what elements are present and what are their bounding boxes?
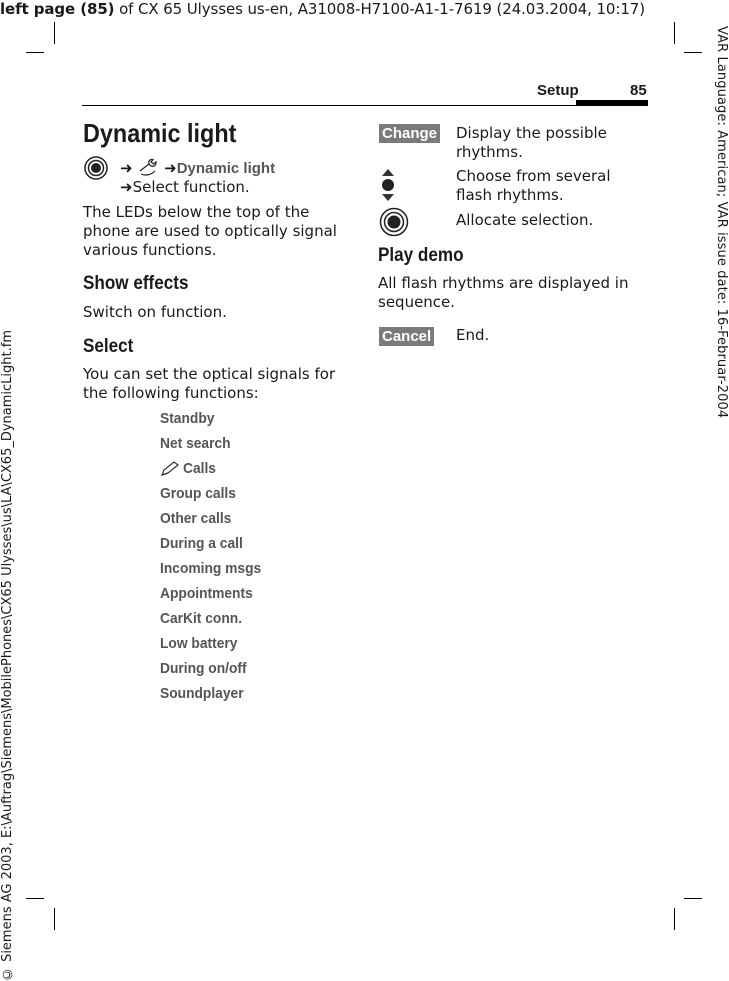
settings-wrench-icon: [137, 158, 159, 176]
crop-mark: [684, 898, 702, 899]
function-item: Net search: [160, 435, 231, 452]
document-info: of CX 65 Ulysses us-en, A31008-H7100-A1-1-7619 (24.03.2004, 10:17): [114, 0, 645, 18]
cancel-softkey: Cancel: [379, 327, 434, 346]
arrow: ➜: [164, 159, 177, 177]
intro-text: The LEDs below the top of the phone are used to optically signal various functions.: [83, 203, 337, 259]
crop-mark: [54, 908, 55, 930]
crop-mark: [674, 22, 675, 44]
select-heading: Select: [83, 336, 134, 357]
play-demo-text: All flash rhythms are displayed in sequence.: [378, 274, 629, 311]
function-item: Group calls: [160, 485, 236, 502]
select-function-step: ➜Select function.: [120, 178, 250, 196]
crop-mark: [26, 898, 44, 899]
section-title: Setup: [537, 82, 579, 99]
page-title: Dynamic light: [83, 118, 237, 148]
function-item: During on/off: [160, 660, 247, 677]
choose-description: Choose from several flash rhythms.: [456, 167, 611, 204]
show-effects-heading: Show effects: [83, 273, 189, 294]
function-item: Standby: [160, 410, 215, 427]
center-button-icon: [379, 207, 409, 237]
menu-path: [120, 158, 275, 177]
var-language-note: VAR Language: American; VAR issue date: 16-Februar-2004: [714, 26, 729, 419]
function-item: Incoming msgs: [160, 560, 262, 577]
play-demo-heading: Play demo: [378, 245, 464, 266]
center-button-icon: [84, 156, 108, 180]
crop-mark: [684, 52, 702, 53]
file-path-note: © Siemens AG 2003, E:\Auftrag\Siemens\MobilePhones\CX65 Ulysses\us\LA\CX65_DynamicLight.fm: [0, 330, 15, 981]
change-softkey: Change: [379, 124, 440, 143]
page-number: 85: [630, 82, 647, 99]
function-item: CarKit conn.: [160, 610, 243, 627]
menu-item-dynamic-light: Dynamic light: [176, 160, 276, 177]
show-effects-text: Switch on function.: [83, 303, 227, 321]
arrow: ➜: [120, 159, 133, 177]
function-item: Calls: [183, 460, 216, 477]
print-metadata: [0, 0, 645, 18]
page-number-bar: [576, 100, 648, 106]
crop-mark: [26, 52, 44, 53]
crop-mark: [54, 22, 55, 44]
nav-up-down-icon: [380, 168, 396, 202]
function-item: Soundplayer: [160, 685, 244, 702]
crop-mark: [674, 908, 675, 930]
page-label: left page (85): [0, 0, 115, 18]
change-description: Display the possible rhythms.: [456, 124, 607, 161]
select-text: You can set the optical signals for the following functions:: [83, 365, 336, 402]
pencil-icon: [160, 461, 180, 477]
function-item: Low battery: [160, 635, 238, 652]
function-item: Appointments: [160, 585, 253, 602]
cancel-description: End.: [456, 326, 490, 344]
header-rule: [82, 105, 648, 106]
allocate-description: Allocate selection.: [456, 211, 594, 229]
function-item: During a call: [160, 535, 243, 552]
function-item: Other calls: [160, 510, 232, 527]
